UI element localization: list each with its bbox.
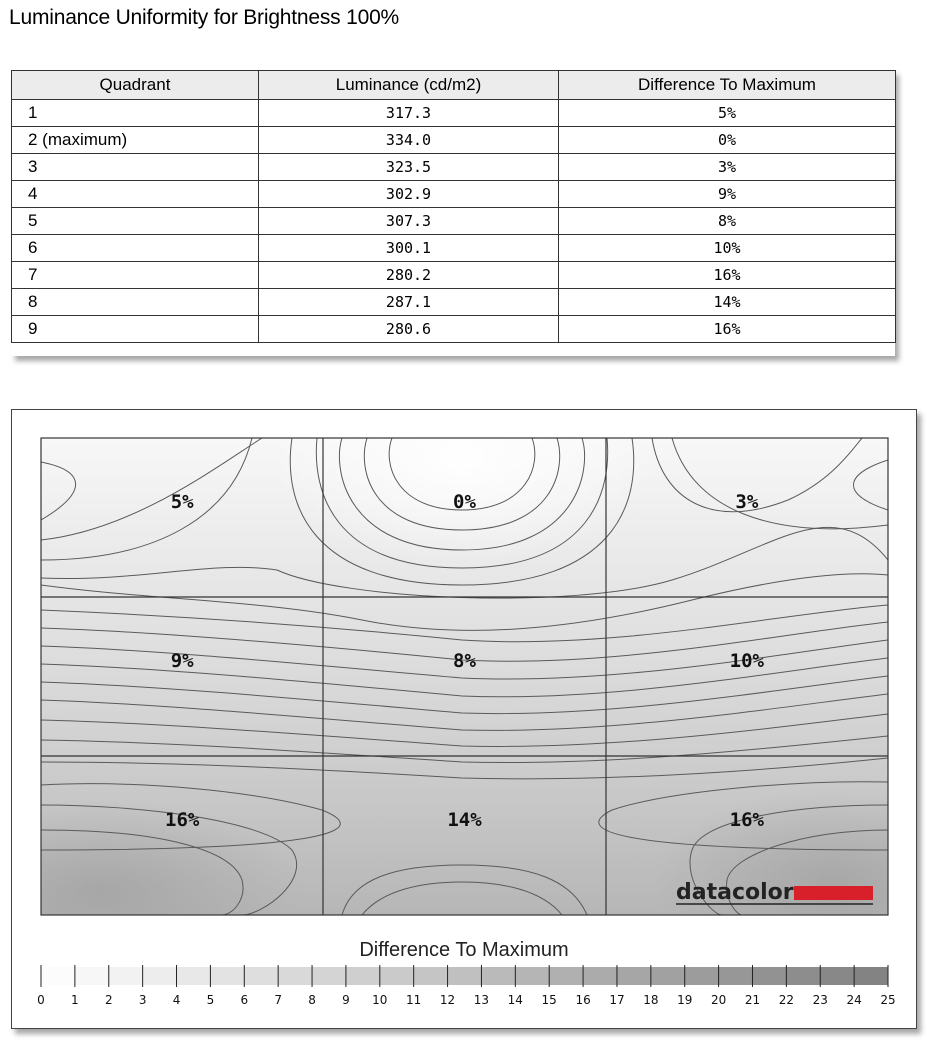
- scale-cell: [651, 967, 685, 985]
- scale-tick-label: 15: [541, 993, 557, 1007]
- scale-cell: [210, 967, 244, 985]
- datacolor-wordmark: datacolor: [676, 880, 794, 905]
- quadrant-cell: 4: [12, 181, 259, 208]
- luminance-cell: 317.3: [259, 100, 559, 127]
- scale-cell: [177, 967, 211, 985]
- scale-cell: [549, 967, 583, 985]
- table-row: [12, 100, 896, 127]
- luminance-cell: 334.0: [259, 127, 559, 154]
- uniformity-heatmap: [12, 410, 916, 1028]
- scale-cell: [752, 967, 786, 985]
- scale-cell: [109, 967, 143, 985]
- scale-cell: [414, 967, 448, 985]
- quadrant-label-7: 16%: [165, 809, 200, 831]
- scale-tick-label: 16: [575, 993, 591, 1007]
- scale-tick-label: 17: [609, 993, 625, 1007]
- scale-cell: [786, 967, 820, 985]
- luminance-cell: 280.2: [259, 262, 559, 289]
- scale-bar: [41, 967, 888, 985]
- page-title: Luminance Uniformity for Brightness 100%: [9, 6, 400, 29]
- scale-cell: [448, 967, 482, 985]
- scale-tick-label: 14: [507, 993, 523, 1007]
- table-row: [12, 316, 896, 343]
- scale-tick-label: 12: [439, 993, 456, 1007]
- scale-tick-label: 0: [37, 993, 45, 1007]
- quadrant-label-5: 8%: [453, 650, 476, 672]
- luminance-table-panel: [11, 70, 895, 356]
- scale-cell: [143, 967, 177, 985]
- luminance-cell: 302.9: [259, 181, 559, 208]
- quadrant-cell: 9: [12, 316, 259, 343]
- quadrant-label-2: 0%: [453, 491, 476, 513]
- scale-cell: [820, 967, 854, 985]
- difference-cell: 5%: [559, 100, 896, 127]
- table-row: [12, 235, 896, 262]
- difference-cell: 14%: [559, 289, 896, 316]
- scale-tick-label: 3: [138, 993, 147, 1007]
- table-row: [12, 181, 896, 208]
- quadrant-cell: 1: [12, 100, 259, 127]
- scale-tick-label: 6: [240, 993, 249, 1007]
- header-difference: Difference To Maximum: [559, 71, 896, 100]
- quadrant-label-9: 16%: [729, 809, 764, 831]
- scale-title: Difference To Maximum: [359, 939, 569, 961]
- table-row: [12, 262, 896, 289]
- scale-cell: [515, 967, 549, 985]
- scale-tick-label: 10: [372, 993, 388, 1007]
- luminance-cell: 323.5: [259, 154, 559, 181]
- quadrant-cell: 8: [12, 289, 259, 316]
- scale-cell: [583, 967, 617, 985]
- quadrant-cell: 2 (maximum): [12, 127, 259, 154]
- luminance-cell: 287.1: [259, 289, 559, 316]
- scale-cell: [312, 967, 346, 985]
- quadrant-label-4: 9%: [170, 650, 194, 672]
- scale-cell: [719, 967, 753, 985]
- luminance-cell: 307.3: [259, 208, 559, 235]
- scale-cell: [41, 967, 75, 985]
- scale-tick-label: 5: [206, 993, 215, 1007]
- quadrant-cell: 5: [12, 208, 259, 235]
- scale-tick-label: 20: [710, 993, 727, 1007]
- luminance-cell: 300.1: [259, 235, 559, 262]
- quadrant-cell: 6: [12, 235, 259, 262]
- quadrant-cell: 7: [12, 262, 259, 289]
- scale-tick-label: 2: [104, 993, 113, 1007]
- difference-cell: 16%: [559, 262, 896, 289]
- quadrant-label-1: 5%: [170, 491, 194, 513]
- scale-cell: [278, 967, 312, 985]
- difference-cell: 10%: [559, 235, 896, 262]
- table-header-row: [12, 71, 896, 100]
- table-row: [12, 289, 896, 316]
- header-luminance: Luminance (cd/m2): [259, 71, 559, 100]
- scale-tick-label: 13: [473, 993, 490, 1007]
- quadrant-cell: 3: [12, 154, 259, 181]
- scale-tick-labels: [37, 993, 895, 1007]
- datacolor-red-bar: [794, 886, 873, 900]
- quadrant-label-3: 3%: [735, 491, 759, 513]
- scale-tick-label: 21: [744, 993, 761, 1007]
- scale-cell: [244, 967, 278, 985]
- difference-cell: 9%: [559, 181, 896, 208]
- scale-cell: [380, 967, 414, 985]
- difference-cell: 0%: [559, 127, 896, 154]
- scale-cell: [346, 967, 380, 985]
- scale-tick-label: 19: [677, 993, 693, 1007]
- scale-cell: [75, 967, 109, 985]
- luminance-cell: 280.6: [259, 316, 559, 343]
- table-row: [12, 154, 896, 181]
- scale-cell: [481, 967, 515, 985]
- scale-tick-label: 22: [778, 993, 795, 1007]
- quadrant-label-6: 10%: [729, 650, 764, 672]
- header-quadrant: Quadrant: [12, 71, 259, 100]
- quadrant-label-8: 14%: [447, 809, 482, 831]
- uniformity-chart-panel: [11, 409, 917, 1029]
- scale-tick-label: 7: [274, 993, 282, 1007]
- scale-cell: [685, 967, 719, 985]
- scale-tick-label: 1: [71, 993, 79, 1007]
- scale-tick-label: 11: [406, 993, 422, 1007]
- difference-cell: 3%: [559, 154, 896, 181]
- scale-tick-label: 23: [812, 993, 828, 1007]
- scale-cell: [854, 967, 888, 985]
- scale-tick-label: 25: [880, 993, 896, 1007]
- table-row: [12, 127, 896, 154]
- difference-cell: 8%: [559, 208, 896, 235]
- scale-tick-label: 4: [172, 993, 181, 1007]
- scale-tick-label: 8: [308, 993, 316, 1007]
- difference-cell: 16%: [559, 316, 896, 343]
- scale-tick-label: 9: [342, 993, 350, 1007]
- table-row: [12, 208, 896, 235]
- luminance-table: [11, 70, 896, 343]
- scale-cell: [617, 967, 651, 985]
- scale-tick-label: 18: [643, 993, 659, 1007]
- scale-tick-label: 24: [846, 993, 862, 1007]
